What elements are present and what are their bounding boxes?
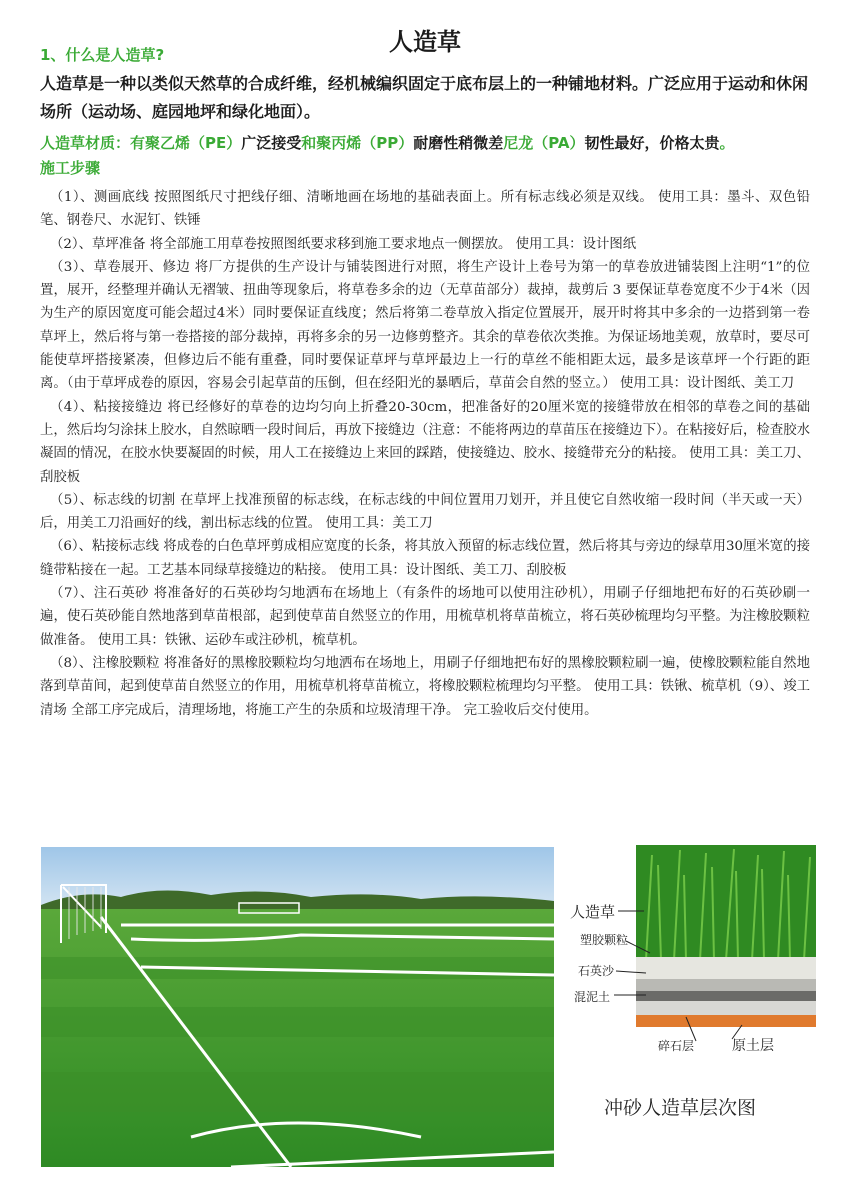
step-paragraph: （1）、测画底线 按照图纸尺寸把线仔细、清晰地画在场地的基础表面上。所有标志线必须是双线。 使用工具：墨斗、双色铅笔、钢卷尺、水泥钉、铁锤 [40, 190, 810, 229]
intro-paragraph: 人造草是一种以类似天然草的合成纤维，经机械编织固定于底布层上的一种铺地材料。广泛应用于运动和休闲场所（运动场、庭园地坪和绿化地面）。 [40, 74, 809, 121]
soil-layer [636, 1015, 816, 1027]
step-paragraph: （4）、粘接接缝边 将已经修好的草卷的边均匀向上折叠20-30cm，把准备好的20厘米宽的接缝带放在相邻的草卷之间的基础上，然后均匀涂抹上胶水，自然晾晒一段时间后，再放下接缝边（注意：不能将两边的草苗压在接缝边下）。在粘接好后，检查胶水凝固的情况，在胶水快要凝固的时候，用人工在接缝边上来回的踩踏，使接缝边、胶水、接缝带充分的粘接。 使用工具：美工刀、刮胶板 [40, 399, 810, 485]
steps-heading: 施工步骤 [40, 159, 101, 177]
material-part: 韧性最好，价格太贵 [584, 134, 720, 152]
grass-label: 人造草 [570, 903, 616, 921]
rubber-layer [636, 957, 816, 979]
step-paragraph: （5）、标志线的切割 在草坪上找准预留的标志线，在标志线的中间位置用刀划开，并且使它自然收缩一段时间（半天或一天）后，用美工刀沿画好的线，割出标志线的位置。 使用工具：美工刀 [40, 492, 810, 532]
steps-list [40, 186, 810, 722]
soil-label: 原土层 [732, 1038, 774, 1054]
material-line [40, 130, 820, 156]
step-paragraph: （3）、草卷展开、修边 将厂方提供的生产设计与铺装图进行对照，将生产设计上卷号为第一的草卷放进铺装图上注明“1”的位置，展开，经整理并确认无褶皱、扭曲等现象后，将草卷多余的边（无草苗部分）裁掉，裁剪后 3 要保证草卷宽度不少于4米（因为生产的原因宽度可能会超过4米）同时要保证直线度；然后将第二卷草放入指定位置展开，展开时将其中多余的一边搭到第一卷草坪上，然后将与第一卷搭接的部分裁掉，再将多余的另一边修剪整齐。其余的草卷依次类推。为保证场地美观，放草时，要尽可能使草坪搭接紧凑，但修边后不能有重叠，同时要保证草坪与草坪最边上一行的草丝不能相距太远，最多是该草坪一个行距的距离。（由于草坪成卷的原因，容易会引起草苗的压倒，但在经阳光的暴晒后，草苗会自然的竖立。） 使用工具：设计图纸、美工刀 [40, 259, 810, 392]
concrete-layer [636, 991, 816, 1001]
page-title: 人造草 [389, 28, 461, 56]
layer-diagram [566, 845, 826, 1055]
material-part: 广泛接受 [241, 134, 302, 152]
gravel-layer [636, 1001, 816, 1015]
rubber-label: 塑胶颗粒 [580, 933, 629, 947]
diagram-caption: 冲砂人造草层次图 [604, 1097, 757, 1119]
concrete-label: 混泥土 [574, 990, 611, 1004]
gravel-label: 碎石层 [658, 1039, 695, 1053]
turf-field-photo [41, 847, 554, 1167]
material-part: 耐磨性稍微差 [413, 134, 504, 152]
sand-label: 石英沙 [578, 964, 615, 978]
material-part: 。 [719, 134, 735, 152]
sand-layer [636, 979, 816, 991]
step-paragraph: （6）、粘接标志线 将成卷的白色草坪剪成相应宽度的长条，将其放入预留的标志线位置，然后将其与旁边的绿草用30厘米宽的接缝带粘接在一起。工艺基本同绿草接缝边的粘接。 使用工具：设计图纸、美工刀、刮胶板 [40, 539, 810, 578]
step-paragraph: （7）、注石英砂 将准备好的石英砂均匀地洒布在场地上（有条件的场地可以使用注砂机），用刷子仔细地把布好的石英砂刷一遍，使石英砂能自然地落到草苗根部，起到使草苗自然竖立的作用，用梳草机将草苗梳立，将石英砂梳理均匀平整。为注橡胶颗粒做准备。 使用工具：铁锹、运砂车或注砂机，梳草机。 [40, 586, 810, 648]
section-heading-what-is: 1、什么是人造草? [40, 46, 165, 64]
material-part: 人造草材质：有聚乙烯（PE） [40, 134, 242, 152]
material-part: 尼龙（PA） [503, 134, 585, 152]
step-paragraph: （2）、草坪准备 将全部施工用草卷按照图纸要求移到施工要求地点一侧摆放。 使用工具：设计图纸 [50, 236, 637, 252]
step-paragraph: （8）、注橡胶颗粒 将准备好的黑橡胶颗粒均匀地洒布在场地上，用刷子仔细地把布好的黑橡胶颗粒刷一遍，使橡胶颗粒能自然地落到草苗间，起到使草苗自然竖立的作用，用梳草机将草苗梳立，将橡胶颗粒梳理均匀平整。 使用工具：铁锹、梳草机（9）、竣工清场 全部工序完成后，清理场地，将施工产生的杂质和垃圾清理干净。 完工验收后交付使用。 [40, 655, 810, 718]
material-part: 和聚丙烯（PP） [301, 134, 414, 152]
